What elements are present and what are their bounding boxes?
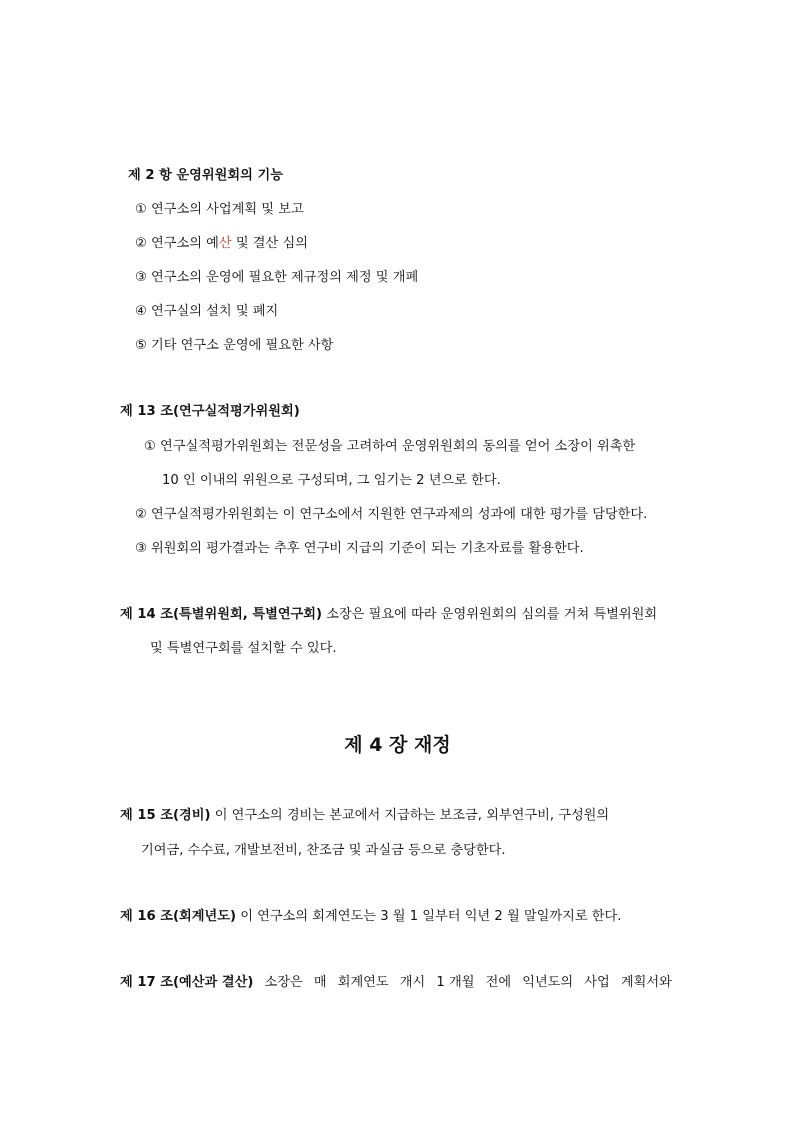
article-paragraph: ① 연구실적평가위원회는 전문성을 고려하여 운영위원회의 동의를 얻어 소장이 위촉한 — [144, 439, 636, 454]
article-body: 이 연구소의 회계연도는 3 월 1 일부터 익년 2 월 말일까지로 한다. — [236, 909, 622, 924]
list-item: ④ 연구실의 설치 및 폐지 — [135, 304, 279, 319]
article-body: 이 연구소의 경비는 본교에서 지급하는 보조금, 외부연구비, 구성원의 — [210, 808, 610, 823]
chapter-title: 제 4 장 재정 — [344, 734, 451, 756]
article-paragraph — [120, 908, 621, 926]
article-heading: 제 14 조(특별위원회, 특별연구회) — [120, 607, 323, 622]
article-word: 회계연도 — [337, 975, 389, 990]
section-heading: 제 2 항 운영위원회의 기능 — [128, 168, 283, 183]
article-word: 익년도의 — [522, 975, 574, 990]
list-item-text: ② 연구소의 예 — [135, 236, 219, 251]
article-paragraph: 10 인 이내의 위원으로 구성되며, 그 임기는 2 년으로 한다. — [162, 473, 501, 488]
article-heading: 제 15 조(경비) — [120, 808, 211, 823]
article-word: 사업 — [584, 975, 610, 990]
article-word: 소장은 — [264, 975, 303, 990]
article-heading: 제 16 조(회계년도) — [120, 909, 237, 924]
list-item — [135, 235, 308, 253]
article-paragraph: ③ 위원회의 평가결과는 추후 연구비 지급의 기준이 되는 기초자료를 활용한다. — [135, 541, 584, 556]
article-word: 1 개월 — [436, 975, 475, 990]
list-item: ⑤ 기타 연구소 운영에 필요한 사항 — [135, 338, 334, 353]
list-item: ① 연구소의 사업계획 및 보고 — [135, 202, 304, 217]
highlighted-text: 산 — [218, 236, 232, 251]
article-word: 전에 — [485, 975, 512, 990]
article-body: 소장은 필요에 따라 운영위원회의 심의를 거쳐 특별위원회 — [322, 607, 658, 622]
article-word: 개시 — [399, 975, 426, 990]
list-item: ③ 연구소의 운영에 필요한 제규정의 제정 및 개폐 — [135, 270, 419, 285]
article-paragraph: ② 연구실적평가위원회는 이 연구소에서 지원한 연구과제의 성과에 대한 평가를 담당한다. — [135, 507, 648, 522]
list-item-text: 및 결산 심의 — [231, 236, 308, 251]
article-paragraph — [120, 807, 609, 825]
article-word: 계획서와 — [620, 975, 672, 990]
article-paragraph — [120, 606, 657, 624]
article-paragraph: 및 특별연구회를 설치할 수 있다. — [150, 641, 337, 656]
article-word: 매 — [313, 975, 327, 990]
article-paragraph: 기여금, 수수료, 개발보전비, 찬조금 및 과실금 등으로 충당한다. — [141, 843, 506, 858]
article-heading: 제 13 조(연구실적평가위원회) — [120, 404, 300, 419]
article-paragraph — [120, 974, 672, 992]
article-heading: 제 17 조(예산과 결산) — [120, 975, 254, 990]
